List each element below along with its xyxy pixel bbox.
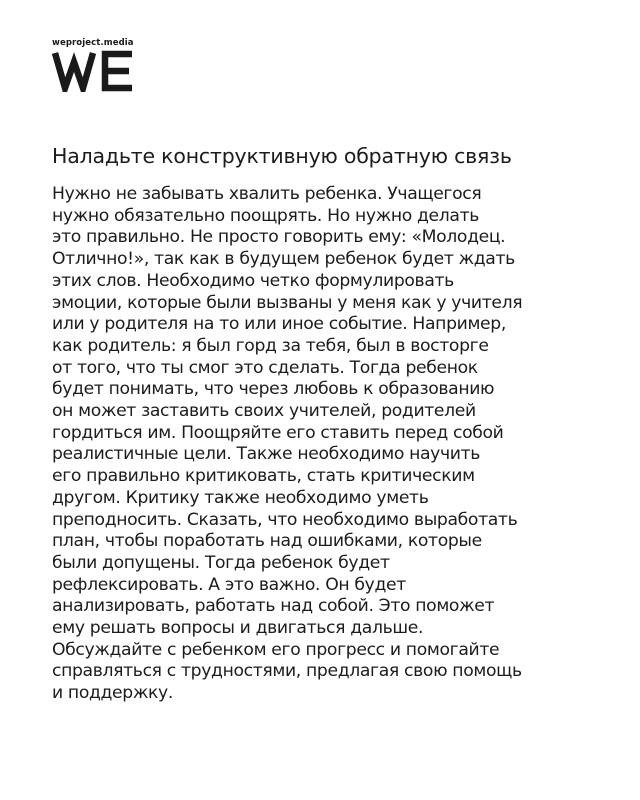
body-line: ему решать вопросы и двигаться дальше. [52,618,424,639]
brand-header [52,38,136,92]
body-line: и поддержку. [52,683,173,704]
body-line: Обсуждайте с ребенком его прогресс и помогайте [52,639,500,660]
body-line: Нужно не забывать хвалить ребенка. Учащегося [52,184,482,204]
body-line: как родитель: я был горд за тебя, был в восторге [52,335,489,356]
body-line: реалистичные цели. Также необходимо научить [52,444,481,465]
body-line: от того, что ты смог это сделать. Тогда ребенок [52,357,478,378]
body-line: будет понимать, что через любовь к образованию [52,379,495,400]
body-line: другом. Критику также необходимо уметь [52,487,429,508]
body-line: были допущены. Тогда ребенок будет [52,552,390,573]
body-line: нужно обязательно поощрять. Но нужно делать [52,205,480,226]
body-line: или у родителя на то или иное событие. Например, [52,314,506,335]
article-body [52,184,612,705]
body-line: это правильно. Не просто говорить ему: «Молодец. [52,227,506,248]
body-line: рефлексировать. А это важно. Он будет [52,574,406,595]
body-line: его правильно критиковать, стать критическим [52,466,475,487]
body-line: справляться с трудностями, предлагая свою помощь [52,661,522,682]
body-line: он может заставить своих учителей, родителей [52,401,476,422]
body-line: эмоции, которые были вызваны у меня как у учителя [52,292,523,313]
article-title: Наладьте конструктивную обратную связь [52,144,512,168]
we-logo-icon [52,50,136,92]
body-line: гордиться им. Поощряйте его ставить перед собой [52,422,504,443]
body-line: преподносить. Сказать, что необходимо выработать [52,509,518,530]
body-line: этих слов. Необходимо четко формулировать [52,270,454,291]
body-line: анализировать, работать над собой. Это поможет [52,596,495,617]
brand-domain: weproject.media [52,38,134,48]
body-line: Отлично!», так как в будущем ребенок будет ждать [52,249,515,270]
body-line: план, чтобы поработать над ошибками, которые [52,531,482,552]
